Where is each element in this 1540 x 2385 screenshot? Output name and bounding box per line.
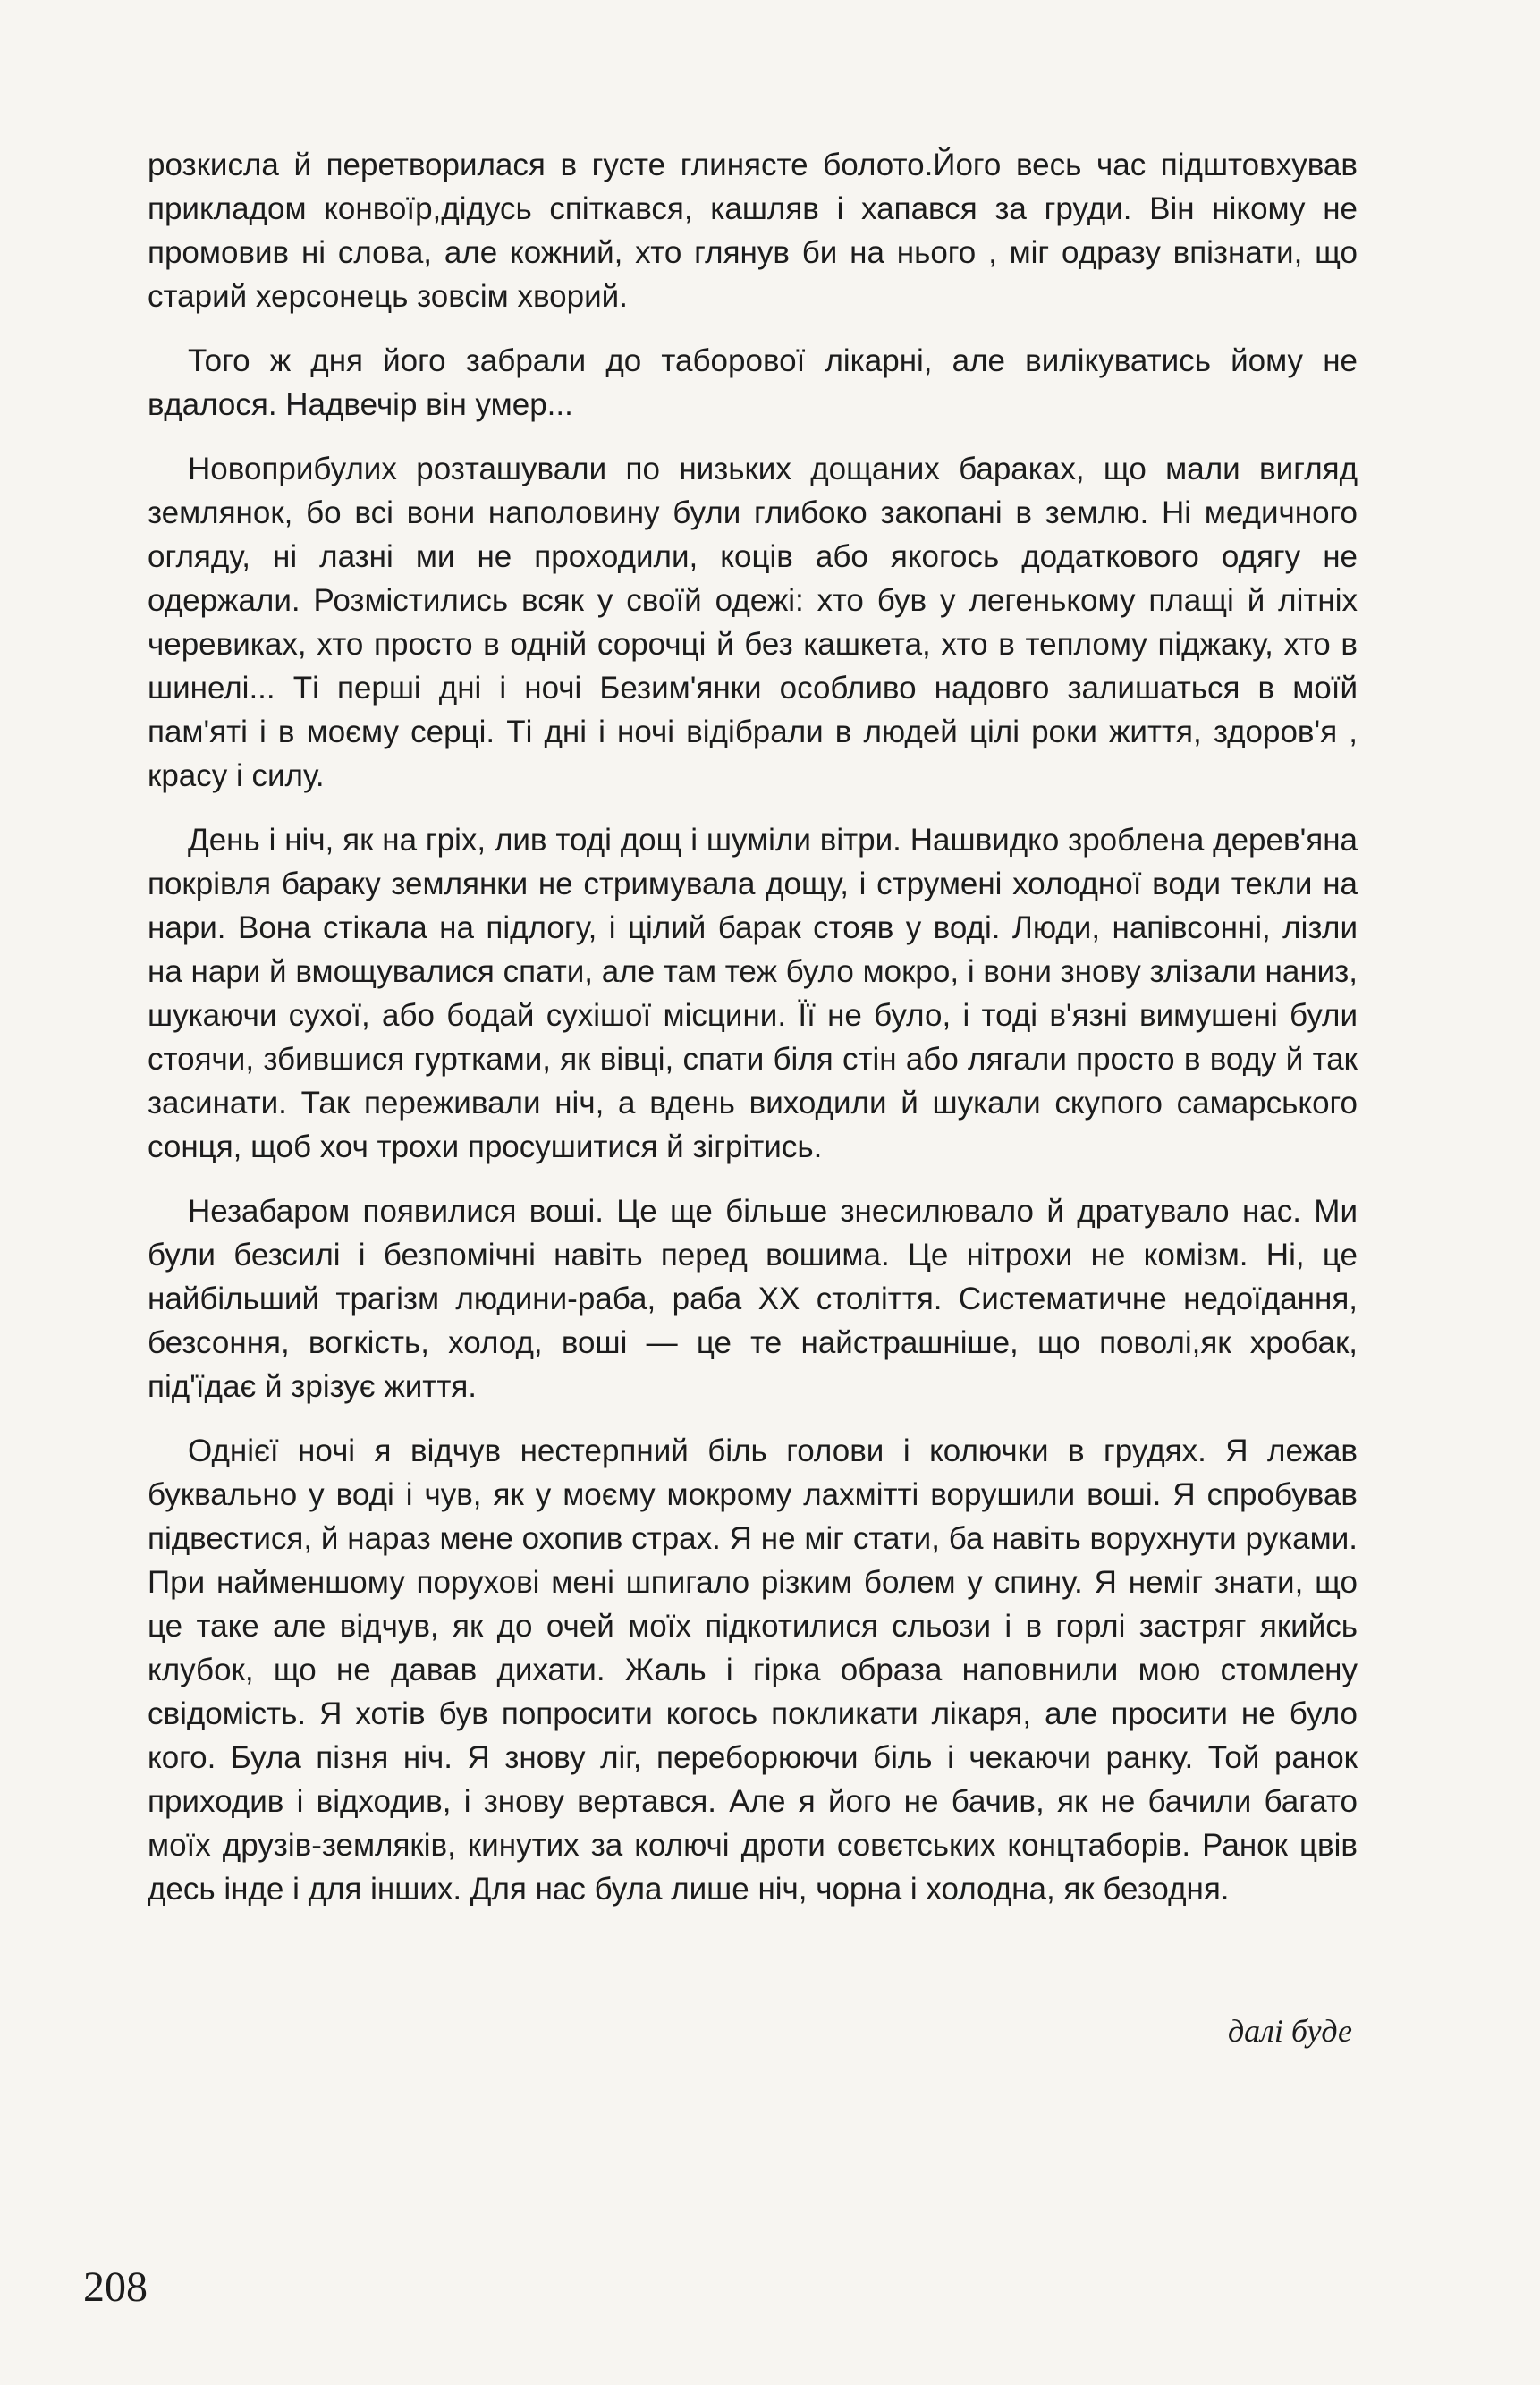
paragraph-2: Того ж дня його забрали до таборової лікарні, але вилікуватись йому не вдалося. Надвечір він умер...	[148, 343, 1358, 422]
page-number: 208	[83, 2263, 148, 2311]
body-text	[148, 143, 1358, 1932]
paragraph-4: День і ніч, як на гріх, лив тоді дощ і шуміли вітри. Нашвидко зроблена дерев'яна покрівля бараку землянки не стримувала дощу, і струмені холодної води текли на нари. Вона стікала на підлогу, і цілий барак стояв у воді. Люди, напівсонні, лізли на нари й вмощувалися спати, але там теж було мокро, і вони знову злізали наниз, шукаючи сухої, або бодай сухішої місцини. Її не було, і тоді в'язні вимушені були стоячи, збившися гуртками, як вівці, спати біля стін або лягали просто в воду й так засинати. Так переживали ніч, а вдень виходили й шукали скупого самарського сонця, щоб хоч трохи просушитися й зігрітись.	[148, 823, 1358, 1164]
paragraph-6: Однієї ночі я відчув нестерпний біль голови і колючки в грудях. Я лежав буквально у воді і чув, як у моєму мокрому лахмітті ворушили воші. Я спробував підвестися, й нараз мене охопив страх. Я не міг стати, ба навіть ворухнути руками. При найменшому порухові мені шпигало різким болем у спину. Я неміг знати, що це таке але відчув, як до очей моїх підкотилися сльози і в горлі застряг якийсь клубок, що не давав дихати. Жаль і гірка образа наповнили мою стомлену свідомість. Я хотів був попросити когось покликати лікаря, але просити не було кого. Була пізня ніч. Я знову ліг, переборюючи біль і чекаючи ранку. Той ранок приходив і відходив, і знову вертався. Але я його не бачив, як не бачили багато моїх друзів-земляків, кинутих за колючі дроти совєтських концтаборів. Ранок цвів десь інде і для інших. Для нас була лише ніч, чорна і холодна, як безодня.	[148, 1434, 1358, 1907]
paragraph-3: Новоприбулих розташували по низьких дощаних бараках, що мали вигляд землянок, бо всі вони наполовину були глибоко закопані в землю. Ні медичного огляду, ні лазні ми не проходили, коців або якогось додаткового одягу не одержали. Розмістились всяк у своїй одежі: хто був у легенькому плащі й літніх черевиках, хто просто в одній сорочці й без кашкета, хто в теплому піджаку, хто в шинелі... Ті перші дні і ночі Безим'янки особливо надовго залишаться в моїй пам'яті і в моєму серці. Ті дні і ночі відібрали в людей цілі роки життя, здоров'я , красу і силу.	[148, 452, 1358, 793]
paragraph-5: Незабаром появилися воші. Це ще більше знесилювало й дратувало нас. Ми були безсилі і безпомічні навіть перед вошима. Це нітрохи не комізм. Ні, це найбільший трагізм людини-раба, раба XX століття. Систематичне недоїдання, безсоння, вогкість, холод, воші — це те найстрашніше, що поволі,як хробак, під'їдає й зрізує життя.	[148, 1194, 1358, 1404]
paragraph-1: розкисла й перетворилася в густе глинясте болото.Його весь час підштовхував прикладом конвоїр,дідусь спіткався, кашляв і хапався за груди. Він нікому не промовив ні слова, але кожний, хто глянув би на нього , міг одразу впізнати, що старий херсонець зовсім хворий.	[148, 148, 1358, 314]
to-be-continued-note: далі буде	[1227, 2013, 1352, 2049]
